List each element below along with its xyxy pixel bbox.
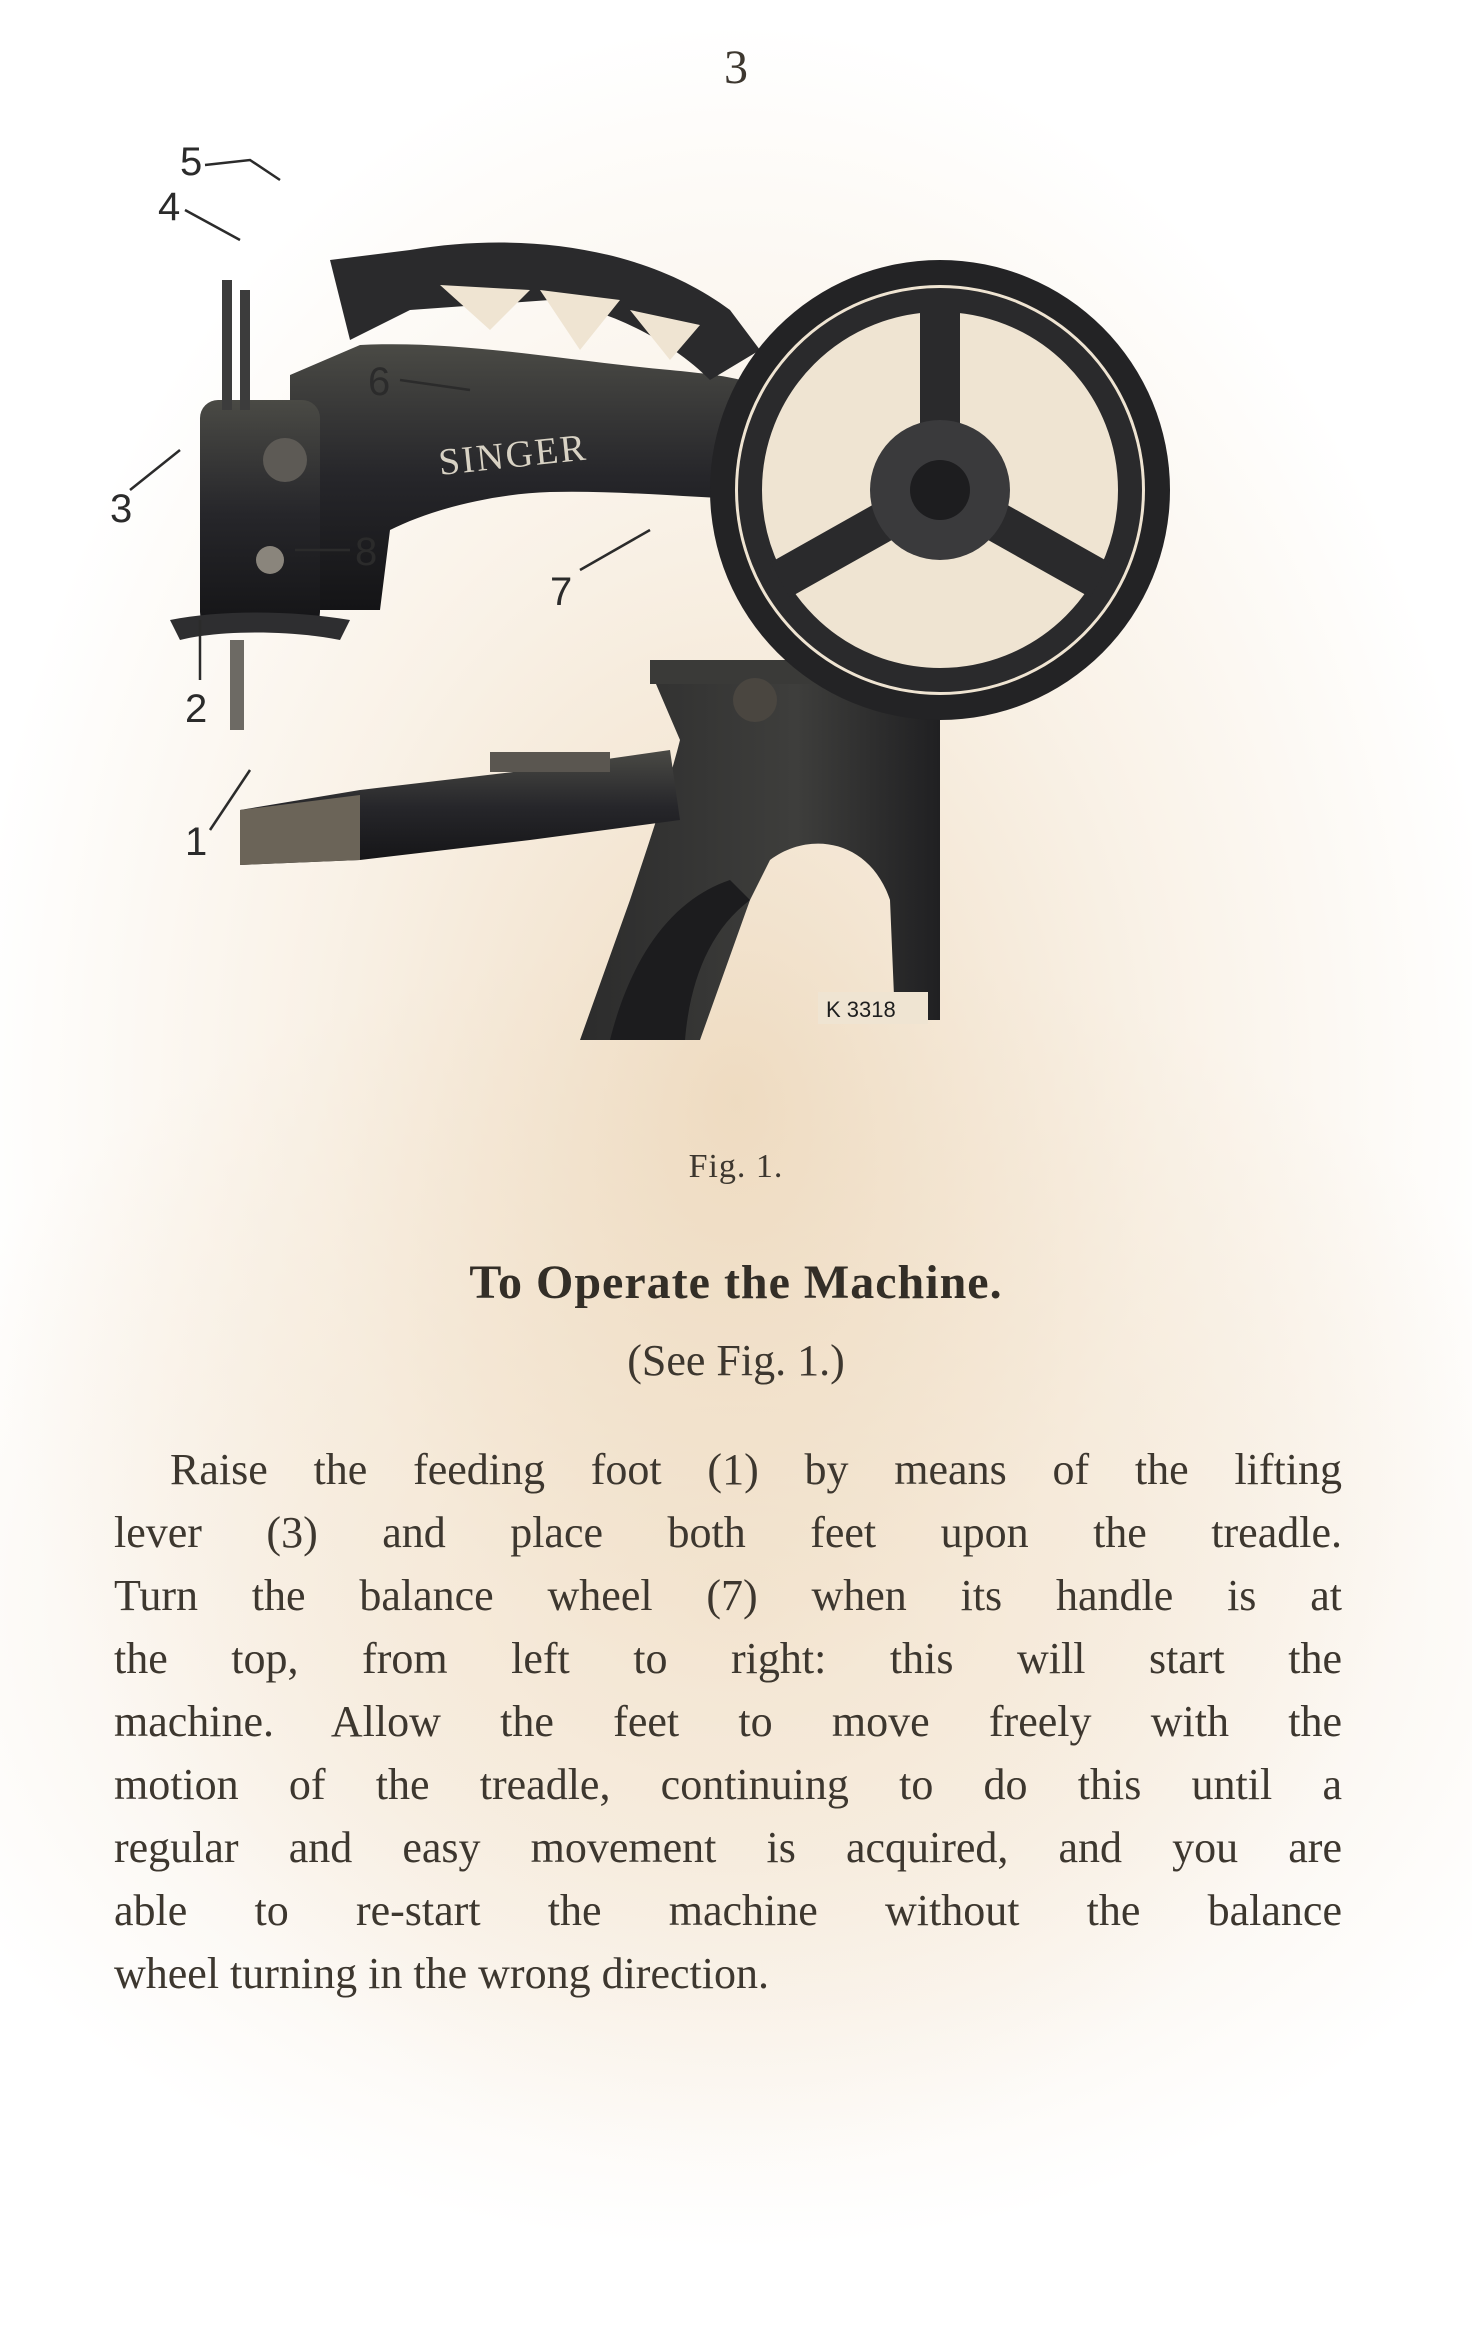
sewing-machine-illustration <box>110 140 1260 1090</box>
callout-2: 2 <box>185 687 208 731</box>
section-heading: To Operate the Machine. <box>469 1256 1003 1309</box>
base-knob <box>733 678 777 722</box>
base-code-plate <box>818 992 928 1024</box>
figure-code: K 3318 <box>826 997 896 1022</box>
callout-8: 8 <box>355 530 378 574</box>
body-line: wheel turning in the wrong direction. <box>114 1949 769 1998</box>
callout-4: 4 <box>158 185 181 229</box>
body-paragraph <box>114 1438 1342 2005</box>
balance-wheel <box>710 260 1170 720</box>
callout-7: 7 <box>550 570 573 614</box>
body-line: motion of the treadle, continuing to do this until a <box>114 1760 1342 1809</box>
callout-3: 3 <box>110 487 133 531</box>
page-number: 3 <box>724 41 748 94</box>
body-line: machine. Allow the feet to move freely with the <box>114 1697 1342 1746</box>
callout-5: 5 <box>180 140 203 184</box>
body-line: Raise the feeding foot (1) by means of the lifting <box>170 1445 1342 1494</box>
body-line: Turn the balance wheel (7) when its handle is at <box>114 1571 1342 1620</box>
callout-1: 1 <box>185 820 208 864</box>
body-line: the top, from left to right: this will start the <box>114 1634 1342 1683</box>
figure-caption: Fig. 1. <box>688 1148 784 1185</box>
callout-6: 6 <box>368 360 391 404</box>
body-line: regular and easy movement is acquired, and you are <box>114 1823 1342 1872</box>
body-line: able to re-start the machine without the balance <box>114 1886 1342 1935</box>
sewing-machine-figure <box>110 140 1260 1090</box>
cylinder-arm <box>240 750 680 865</box>
body-line: lever (3) and place both feet upon the treadle. <box>114 1508 1342 1557</box>
section-subheading: (See Fig. 1.) <box>627 1336 845 1385</box>
brand-name: SINGER <box>436 426 590 484</box>
